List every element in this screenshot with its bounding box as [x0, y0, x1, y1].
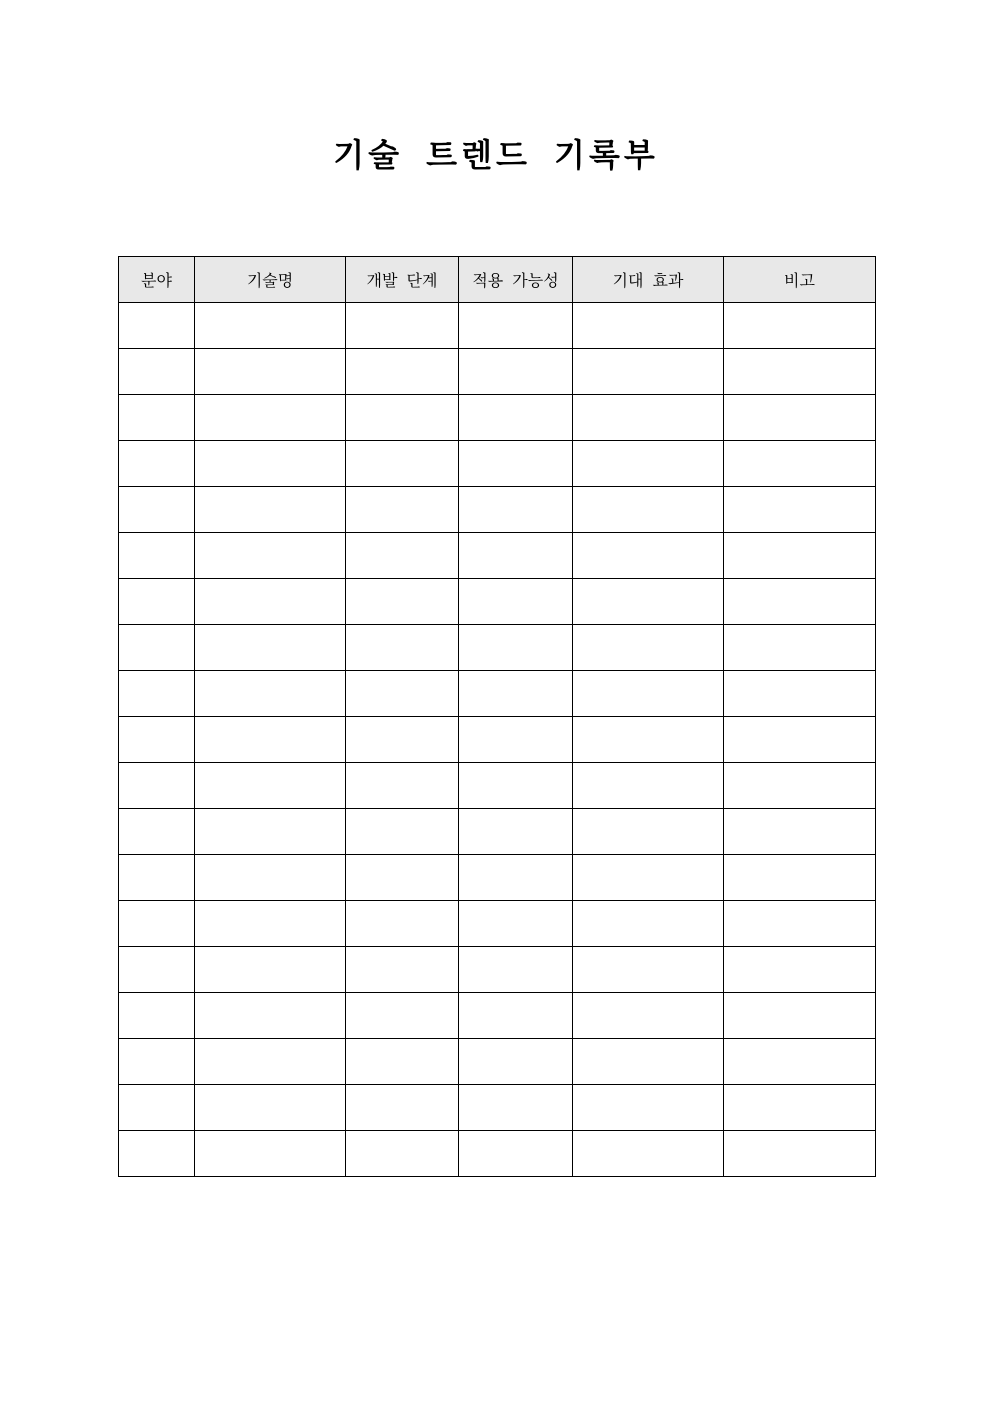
- cell-dev-stage[interactable]: [346, 1085, 459, 1131]
- cell-tech-name[interactable]: [195, 901, 346, 947]
- cell-applicability[interactable]: [459, 901, 573, 947]
- cell-field[interactable]: [119, 809, 195, 855]
- cell-remarks[interactable]: [724, 855, 876, 901]
- trend-record-table: [118, 256, 876, 1177]
- table-row: [119, 671, 876, 717]
- cell-tech-name[interactable]: [195, 947, 346, 993]
- cell-field[interactable]: [119, 1131, 195, 1177]
- cell-expected-effect[interactable]: [573, 303, 724, 349]
- cell-applicability[interactable]: [459, 1085, 573, 1131]
- cell-dev-stage[interactable]: [346, 763, 459, 809]
- table-row: [119, 993, 876, 1039]
- table-header-row: [119, 257, 876, 303]
- table-row: [119, 1085, 876, 1131]
- cell-tech-name[interactable]: [195, 671, 346, 717]
- cell-applicability[interactable]: [459, 809, 573, 855]
- cell-applicability[interactable]: [459, 671, 573, 717]
- cell-dev-stage[interactable]: [346, 671, 459, 717]
- cell-remarks[interactable]: [724, 1039, 876, 1085]
- cell-expected-effect[interactable]: [573, 809, 724, 855]
- cell-tech-name[interactable]: [195, 487, 346, 533]
- cell-remarks[interactable]: [724, 533, 876, 579]
- cell-field[interactable]: [119, 1039, 195, 1085]
- cell-remarks[interactable]: [724, 1085, 876, 1131]
- table-row: [119, 717, 876, 763]
- cell-remarks[interactable]: [724, 579, 876, 625]
- cell-remarks[interactable]: [724, 303, 876, 349]
- cell-field[interactable]: [119, 993, 195, 1039]
- cell-dev-stage[interactable]: [346, 579, 459, 625]
- cell-expected-effect[interactable]: [573, 717, 724, 763]
- cell-dev-stage[interactable]: [346, 303, 459, 349]
- table-row: [119, 533, 876, 579]
- cell-remarks[interactable]: [724, 671, 876, 717]
- cell-dev-stage[interactable]: [346, 993, 459, 1039]
- cell-remarks[interactable]: [724, 763, 876, 809]
- cell-remarks[interactable]: [724, 395, 876, 441]
- cell-field[interactable]: [119, 625, 195, 671]
- cell-applicability[interactable]: [459, 349, 573, 395]
- cell-applicability[interactable]: [459, 1039, 573, 1085]
- table-row: [119, 487, 876, 533]
- cell-applicability[interactable]: [459, 533, 573, 579]
- page-title: 기술 트렌드 기록부: [333, 136, 659, 174]
- header-expected-effect: 기대 효과: [573, 257, 724, 303]
- cell-remarks[interactable]: [724, 901, 876, 947]
- table-row: [119, 579, 876, 625]
- cell-field[interactable]: [119, 855, 195, 901]
- cell-tech-name[interactable]: [195, 717, 346, 763]
- cell-tech-name[interactable]: [195, 993, 346, 1039]
- cell-remarks[interactable]: [724, 487, 876, 533]
- cell-field[interactable]: [119, 1085, 195, 1131]
- cell-field[interactable]: [119, 671, 195, 717]
- table-row: [119, 303, 876, 349]
- cell-tech-name[interactable]: [195, 395, 346, 441]
- cell-tech-name[interactable]: [195, 349, 346, 395]
- cell-dev-stage[interactable]: [346, 441, 459, 487]
- cell-dev-stage[interactable]: [346, 1039, 459, 1085]
- table-row: [119, 947, 876, 993]
- cell-expected-effect[interactable]: [573, 1131, 724, 1177]
- cell-tech-name[interactable]: [195, 763, 346, 809]
- cell-field[interactable]: [119, 763, 195, 809]
- table-row: [119, 1039, 876, 1085]
- cell-expected-effect[interactable]: [573, 855, 724, 901]
- cell-remarks[interactable]: [724, 947, 876, 993]
- cell-applicability[interactable]: [459, 717, 573, 763]
- cell-field[interactable]: [119, 441, 195, 487]
- cell-expected-effect[interactable]: [573, 993, 724, 1039]
- cell-remarks[interactable]: [724, 993, 876, 1039]
- cell-dev-stage[interactable]: [346, 625, 459, 671]
- table-row: [119, 395, 876, 441]
- cell-expected-effect[interactable]: [573, 349, 724, 395]
- cell-applicability[interactable]: [459, 763, 573, 809]
- cell-expected-effect[interactable]: [573, 1039, 724, 1085]
- cell-remarks[interactable]: [724, 809, 876, 855]
- cell-tech-name[interactable]: [195, 533, 346, 579]
- cell-dev-stage[interactable]: [346, 855, 459, 901]
- table-row: [119, 855, 876, 901]
- cell-tech-name[interactable]: [195, 625, 346, 671]
- cell-applicability[interactable]: [459, 625, 573, 671]
- cell-applicability[interactable]: [459, 395, 573, 441]
- cell-remarks[interactable]: [724, 717, 876, 763]
- table-row: [119, 1131, 876, 1177]
- cell-dev-stage[interactable]: [346, 487, 459, 533]
- table-body: [119, 303, 876, 1177]
- cell-applicability[interactable]: [459, 441, 573, 487]
- cell-field[interactable]: [119, 579, 195, 625]
- cell-applicability[interactable]: [459, 993, 573, 1039]
- cell-applicability[interactable]: [459, 487, 573, 533]
- cell-expected-effect[interactable]: [573, 901, 724, 947]
- cell-tech-name[interactable]: [195, 441, 346, 487]
- table-row: [119, 901, 876, 947]
- cell-applicability[interactable]: [459, 855, 573, 901]
- header-remarks: 비고: [724, 257, 876, 303]
- cell-field[interactable]: [119, 901, 195, 947]
- cell-tech-name[interactable]: [195, 579, 346, 625]
- cell-field[interactable]: [119, 303, 195, 349]
- cell-tech-name[interactable]: [195, 855, 346, 901]
- header-field: 분야: [119, 257, 195, 303]
- cell-expected-effect[interactable]: [573, 579, 724, 625]
- cell-expected-effect[interactable]: [573, 1085, 724, 1131]
- cell-remarks[interactable]: [724, 1131, 876, 1177]
- cell-field[interactable]: [119, 349, 195, 395]
- cell-applicability[interactable]: [459, 303, 573, 349]
- cell-applicability[interactable]: [459, 1131, 573, 1177]
- cell-expected-effect[interactable]: [573, 625, 724, 671]
- cell-expected-effect[interactable]: [573, 441, 724, 487]
- cell-expected-effect[interactable]: [573, 487, 724, 533]
- cell-field[interactable]: [119, 717, 195, 763]
- cell-expected-effect[interactable]: [573, 763, 724, 809]
- cell-expected-effect[interactable]: [573, 671, 724, 717]
- cell-tech-name[interactable]: [195, 809, 346, 855]
- cell-expected-effect[interactable]: [573, 395, 724, 441]
- cell-dev-stage[interactable]: [346, 809, 459, 855]
- cell-dev-stage[interactable]: [346, 533, 459, 579]
- cell-expected-effect[interactable]: [573, 947, 724, 993]
- cell-remarks[interactable]: [724, 441, 876, 487]
- cell-dev-stage[interactable]: [346, 395, 459, 441]
- header-applicability: 적용 가능성: [459, 257, 573, 303]
- header-tech-name: 기술명: [195, 257, 346, 303]
- cell-dev-stage[interactable]: [346, 717, 459, 763]
- table-row: [119, 349, 876, 395]
- cell-applicability[interactable]: [459, 947, 573, 993]
- cell-applicability[interactable]: [459, 579, 573, 625]
- table-row: [119, 763, 876, 809]
- cell-field[interactable]: [119, 533, 195, 579]
- cell-tech-name[interactable]: [195, 1039, 346, 1085]
- table-row: [119, 809, 876, 855]
- cell-remarks[interactable]: [724, 349, 876, 395]
- cell-tech-name[interactable]: [195, 1085, 346, 1131]
- cell-field[interactable]: [119, 395, 195, 441]
- cell-tech-name[interactable]: [195, 303, 346, 349]
- cell-dev-stage[interactable]: [346, 349, 459, 395]
- cell-dev-stage[interactable]: [346, 947, 459, 993]
- header-dev-stage: 개발 단계: [346, 257, 459, 303]
- table-row: [119, 441, 876, 487]
- cell-dev-stage[interactable]: [346, 901, 459, 947]
- table-row: [119, 625, 876, 671]
- cell-dev-stage[interactable]: [346, 1131, 459, 1177]
- cell-expected-effect[interactable]: [573, 533, 724, 579]
- cell-tech-name[interactable]: [195, 1131, 346, 1177]
- cell-remarks[interactable]: [724, 625, 876, 671]
- cell-field[interactable]: [119, 947, 195, 993]
- cell-field[interactable]: [119, 487, 195, 533]
